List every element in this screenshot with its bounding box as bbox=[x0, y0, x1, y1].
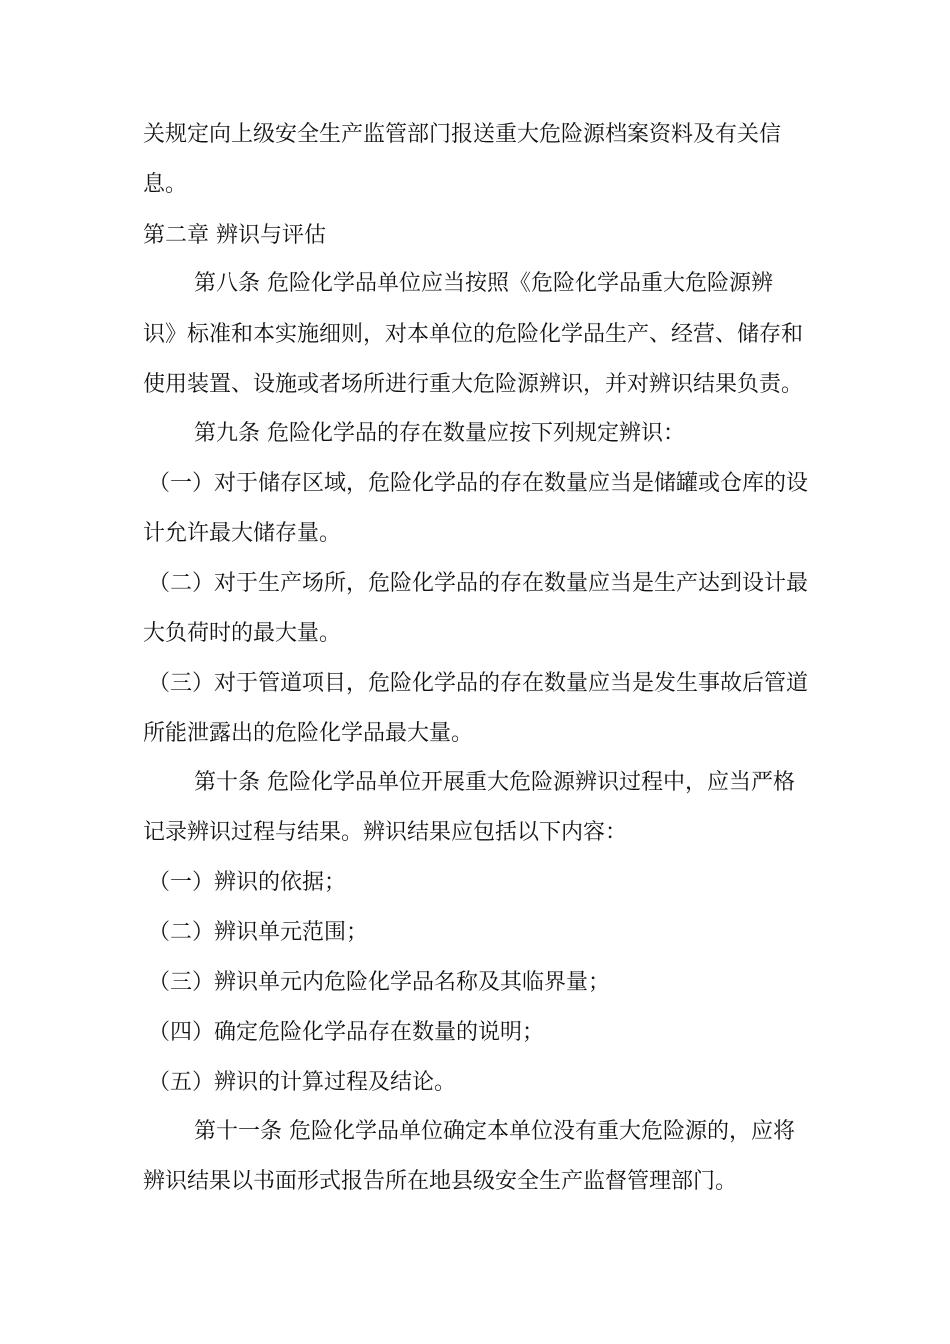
paragraph-line: 计允许最大储存量。 bbox=[143, 521, 342, 546]
list-item: （二）辨识单元范围； bbox=[148, 920, 369, 945]
article-8-line: 第八条 危险化学品单位应当按照《危险化学品重大危险源辨 bbox=[194, 271, 773, 296]
paragraph-line: 使用装置、设施或者场所进行重大危险源辨识，并对辨识结果负责。 bbox=[143, 372, 804, 397]
paragraph-line: 关规定向上级安全生产监管部门报送重大危险源档案资料及有关信 bbox=[143, 122, 782, 147]
list-item: （三）对于管道项目，危险化学品的存在数量应当是发生事故后管道 bbox=[148, 671, 809, 696]
article-10-line: 第十条 危险化学品单位开展重大危险源辨识过程中，应当严格 bbox=[194, 770, 795, 795]
paragraph-line: 记录辨识过程与结果。辨识结果应包括以下内容： bbox=[143, 820, 628, 845]
paragraph-line: 所能泄露出的危险化学品最大量。 bbox=[143, 721, 474, 746]
article-11-line: 第十一条 危险化学品单位确定本单位没有重大危险源的，应将 bbox=[194, 1119, 795, 1144]
list-item: （二）对于生产场所，危险化学品的存在数量应当是生产达到设计最 bbox=[148, 571, 809, 596]
list-item: （一）对于储存区域，危险化学品的存在数量应当是储罐或仓库的设 bbox=[148, 471, 809, 496]
chapter-heading: 第二章 辨识与评估 bbox=[143, 223, 326, 248]
list-item: （三）辨识单元内危险化学品名称及其临界量； bbox=[148, 970, 611, 995]
paragraph-line: 息。 bbox=[143, 172, 188, 197]
list-item: （一）辨识的依据； bbox=[148, 870, 347, 895]
paragraph-line: 辨识结果以书面形式报告所在地县级安全生产监督管理部门。 bbox=[143, 1169, 738, 1194]
article-9-line: 第九条 危险化学品的存在数量应按下列规定辨识： bbox=[194, 421, 685, 446]
paragraph-line: 大负荷时的最大量。 bbox=[143, 621, 342, 646]
list-item: （五）辨识的计算过程及结论。 bbox=[148, 1070, 457, 1095]
paragraph-line: 识》标准和本实施细则，对本单位的危险化学品生产、经营、储存和 bbox=[143, 322, 804, 347]
list-item: （四）确定危险化学品存在数量的说明； bbox=[148, 1020, 545, 1045]
